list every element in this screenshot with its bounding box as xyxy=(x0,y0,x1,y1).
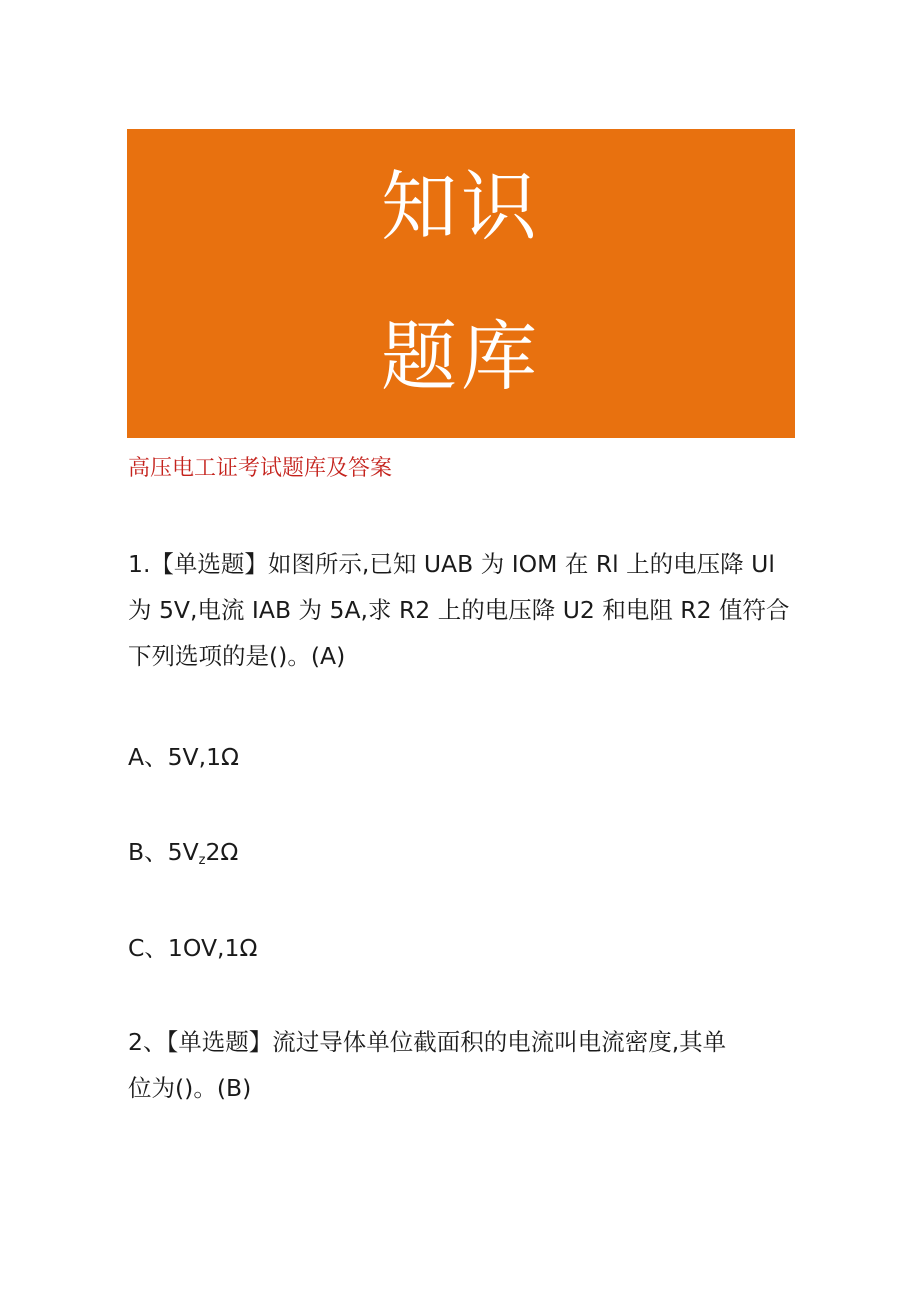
cover-title-line-2: 题库 xyxy=(381,312,541,401)
option-b-subscript: z xyxy=(198,853,206,868)
question-2 xyxy=(128,1019,798,1111)
question-1-option-a: A、5V,1Ω xyxy=(128,743,239,771)
question-2-line-1: 2、【单选题】流过导体单位截面积的电流叫电流密度,其单 xyxy=(128,1028,727,1056)
option-b-prefix: B、5V xyxy=(128,838,199,866)
question-1-line-3: 下列选项的是()。(A) xyxy=(128,642,346,670)
document-title: 高压电工证考试题库及答案 xyxy=(128,456,393,481)
question-1-option-b xyxy=(128,836,238,877)
question-1 xyxy=(128,541,798,679)
option-b-suffix: 2Ω xyxy=(205,838,239,866)
question-2-line-2: 位为()。(B) xyxy=(128,1074,252,1102)
cover-banner xyxy=(127,129,795,438)
question-1-line-1: 1.【单选题】如图所示,已知 UAB 为 IOM 在 Rl 上的电压降 Ul xyxy=(128,550,775,578)
question-1-option-c: C、1OV,1Ω xyxy=(128,934,258,962)
question-1-line-2: 为 5V,电流 IAB 为 5A,求 R2 上的电压降 U2 和电阻 R2 值符合 xyxy=(128,596,790,624)
cover-title-line-1: 知识 xyxy=(381,162,541,251)
